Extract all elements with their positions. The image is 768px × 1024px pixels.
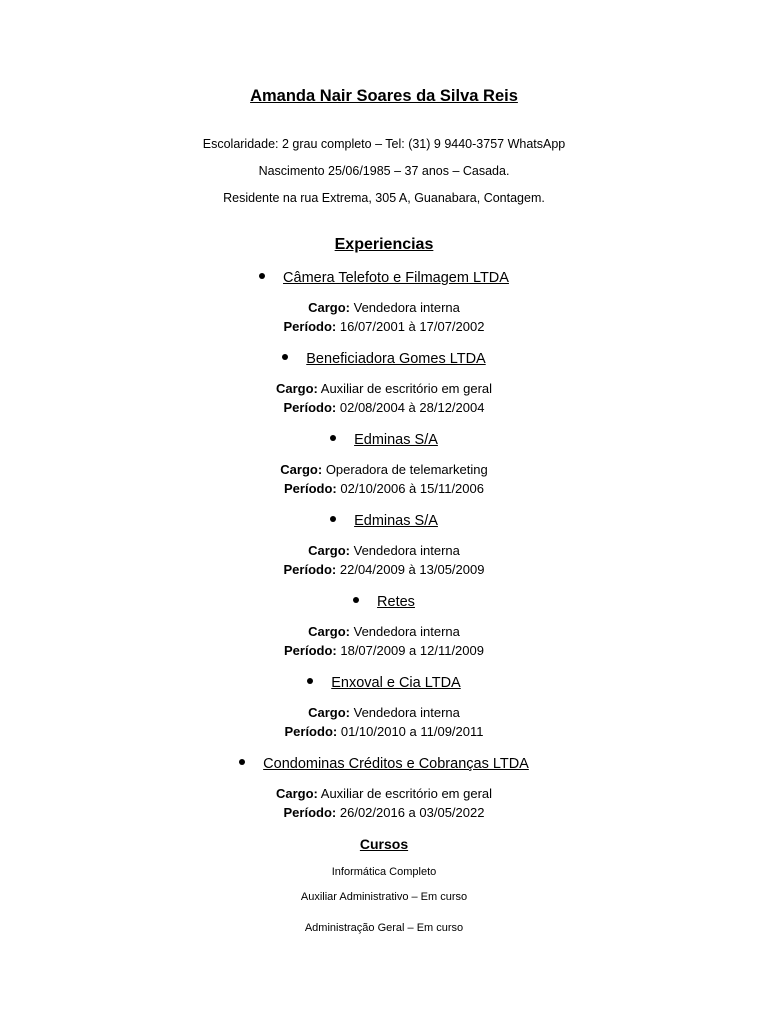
company-name: Enxoval e Cia LTDA: [331, 675, 461, 691]
cargo-value: Vendedora interna: [353, 543, 460, 558]
periodo-value: 26/02/2016 a 03/05/2022: [339, 805, 485, 820]
experience-company: [0, 514, 768, 529]
periodo-value: 22/04/2009 à 13/05/2009: [339, 562, 485, 577]
bullet-icon: [307, 678, 313, 684]
birth-line: Nascimento 25/06/1985 – 37 anos – Casada.: [258, 164, 510, 178]
course-item: Administração Geral – Em curso: [304, 922, 464, 934]
candidate-name: Amanda Nair Soares da Silva Reis: [250, 87, 518, 105]
experience-periodo: [0, 806, 768, 819]
experiences-title: Experiencias: [334, 236, 434, 253]
cargo-value: Vendedora interna: [353, 300, 460, 315]
experience-periodo: [0, 644, 768, 657]
cargo-label: Cargo:: [308, 624, 350, 639]
experience-cargo: [0, 463, 768, 476]
cargo-label: Cargo:: [275, 786, 318, 801]
cargo-value: Auxiliar de escritório em geral: [320, 381, 493, 396]
company-name: Retes: [377, 594, 415, 610]
experience-company: [0, 595, 768, 610]
address-line: Residente na rua Extrema, 305 A, Guanabara, Contagem.: [223, 191, 545, 205]
periodo-value: 01/10/2010 a 11/09/2011: [340, 724, 484, 739]
periodo-value: 18/07/2009 a 12/11/2009: [340, 643, 484, 658]
periodo-label: Período:: [283, 805, 337, 820]
cargo-label: Cargo:: [275, 381, 318, 396]
courses-title: Cursos: [359, 836, 409, 852]
cargo-label: Cargo:: [308, 705, 350, 720]
experience-company: [0, 433, 768, 448]
company-name: Beneficiadora Gomes LTDA: [306, 351, 486, 367]
experience-company: [0, 676, 768, 691]
experience-cargo: [0, 382, 768, 395]
cargo-label: Cargo:: [280, 462, 323, 477]
bullet-icon: [330, 435, 336, 441]
experience-company: [0, 757, 768, 772]
experience-periodo: [0, 320, 768, 333]
cargo-value: Auxiliar de escritório em geral: [320, 786, 493, 801]
course-item: Informática Completo: [331, 866, 437, 878]
course-item: Auxiliar Administrativo – Em curso: [300, 891, 468, 903]
experience-periodo: [0, 563, 768, 576]
periodo-value: 16/07/2001 à 17/07/2002: [339, 319, 485, 334]
bullet-icon: [282, 354, 288, 360]
experience-periodo: [0, 401, 768, 414]
periodo-label: Período:: [283, 562, 337, 577]
periodo-value: 02/08/2004 à 28/12/2004: [339, 400, 485, 415]
periodo-label: Período:: [284, 481, 337, 496]
periodo-label: Período:: [284, 724, 338, 739]
experience-cargo: [0, 706, 768, 719]
company-name: Edminas S/A: [354, 513, 438, 529]
cargo-value: Vendedora interna: [353, 624, 460, 639]
periodo-label: Período:: [284, 643, 337, 658]
bullet-icon: [239, 759, 245, 765]
cargo-label: Cargo:: [308, 300, 350, 315]
bullet-icon: [353, 597, 359, 603]
periodo-label: Período:: [283, 400, 337, 415]
company-name: Condominas Créditos e Cobranças LTDA: [263, 756, 529, 772]
education-phone-line: Escolaridade: 2 grau completo – Tel: (31) 9 9440-3757 WhatsApp: [202, 137, 566, 151]
bullet-icon: [330, 516, 336, 522]
periodo-value: 02/10/2006 à 15/11/2006: [340, 481, 484, 496]
experience-cargo: [0, 301, 768, 314]
company-name: Edminas S/A: [354, 432, 438, 448]
periodo-label: Período:: [283, 319, 337, 334]
cargo-value: Vendedora interna: [353, 705, 460, 720]
experience-company: [0, 271, 768, 286]
experience-periodo: [0, 482, 768, 495]
bullet-icon: [259, 273, 265, 279]
cargo-value: Operadora de telemarketing: [325, 462, 488, 477]
cargo-label: Cargo:: [308, 543, 350, 558]
experience-periodo: [0, 725, 768, 738]
experience-cargo: [0, 544, 768, 557]
experience-company: [0, 352, 768, 367]
experience-cargo: [0, 625, 768, 638]
company-name: Câmera Telefoto e Filmagem LTDA: [283, 270, 509, 286]
experience-cargo: [0, 787, 768, 800]
